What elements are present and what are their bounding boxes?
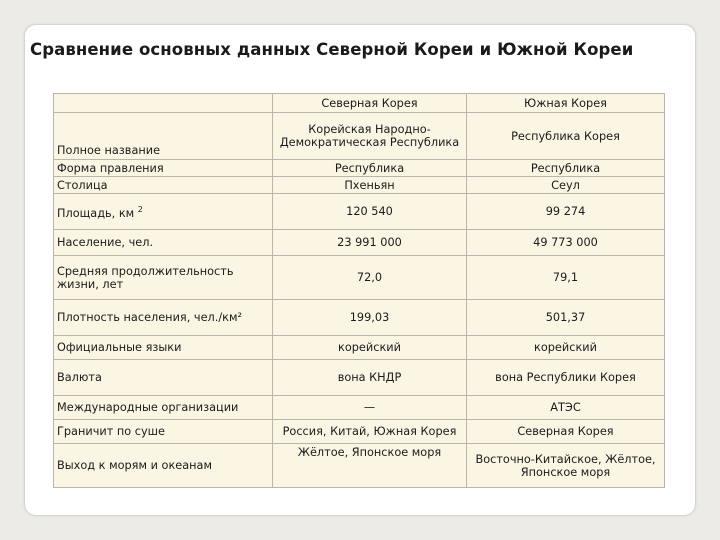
- north-value: Россия, Китай, Южная Корея: [273, 420, 467, 444]
- table-header-cell: Южная Корея: [467, 94, 665, 113]
- table-row: [54, 256, 665, 300]
- row-label: Полное название: [54, 113, 273, 160]
- north-value: 120 540: [273, 194, 467, 230]
- table-row: [54, 420, 665, 444]
- north-value: Корейская Народно- Демократическая Республика: [273, 113, 467, 160]
- row-label-text: Площадь, км: [57, 207, 135, 220]
- south-value: 99 274: [467, 194, 665, 230]
- south-value: Восточно-Китайское, Жёлтое, Японское моря: [467, 444, 665, 488]
- row-label: Население, чел.: [54, 230, 273, 256]
- row-label: Международные организации: [54, 396, 273, 420]
- north-value: —: [273, 396, 467, 420]
- table-row: [54, 396, 665, 420]
- south-value: 79,1: [467, 256, 665, 300]
- superscript: 2: [137, 205, 143, 214]
- table-header-cell: [54, 94, 273, 113]
- north-value: вона КНДР: [273, 360, 467, 396]
- row-label: Столица: [54, 177, 273, 194]
- south-value: 49 773 000: [467, 230, 665, 256]
- row-label: [54, 194, 273, 230]
- row-label: Валюта: [54, 360, 273, 396]
- north-value: Жёлтое, Японское моря: [273, 444, 467, 488]
- table-row: [54, 336, 665, 360]
- south-value: 501,37: [467, 300, 665, 336]
- north-value: 199,03: [273, 300, 467, 336]
- table-row: [54, 160, 665, 177]
- table-row: [54, 177, 665, 194]
- south-value: АТЭС: [467, 396, 665, 420]
- table-row: [54, 194, 665, 230]
- south-value: корейский: [467, 336, 665, 360]
- south-value: Северная Корея: [467, 420, 665, 444]
- north-value: Пхеньян: [273, 177, 467, 194]
- south-value: Республика: [467, 160, 665, 177]
- table-row: [54, 113, 665, 160]
- table-header-cell: Северная Корея: [273, 94, 467, 113]
- row-label: Официальные языки: [54, 336, 273, 360]
- north-value: Республика: [273, 160, 467, 177]
- south-value: Республика Корея: [467, 113, 665, 160]
- table-row: [54, 360, 665, 396]
- north-value: корейский: [273, 336, 467, 360]
- south-value: вона Республики Корея: [467, 360, 665, 396]
- row-label: Средняя продолжительность жизни, лет: [54, 256, 273, 300]
- row-label: Граничит по суше: [54, 420, 273, 444]
- table-row: [54, 230, 665, 256]
- row-label: Форма правления: [54, 160, 273, 177]
- south-value: Сеул: [467, 177, 665, 194]
- row-label: Выход к морям и океанам: [54, 444, 273, 488]
- north-value: 23 991 000: [273, 230, 467, 256]
- comparison-table: [53, 93, 665, 488]
- table-header-row: [54, 94, 665, 113]
- table-row: [54, 300, 665, 336]
- table-row: [54, 444, 665, 488]
- page-title: Сравнение основных данных Северной Кореи и Южной Кореи: [30, 40, 634, 59]
- north-value: 72,0: [273, 256, 467, 300]
- row-label: Плотность населения, чел./км²: [54, 300, 273, 336]
